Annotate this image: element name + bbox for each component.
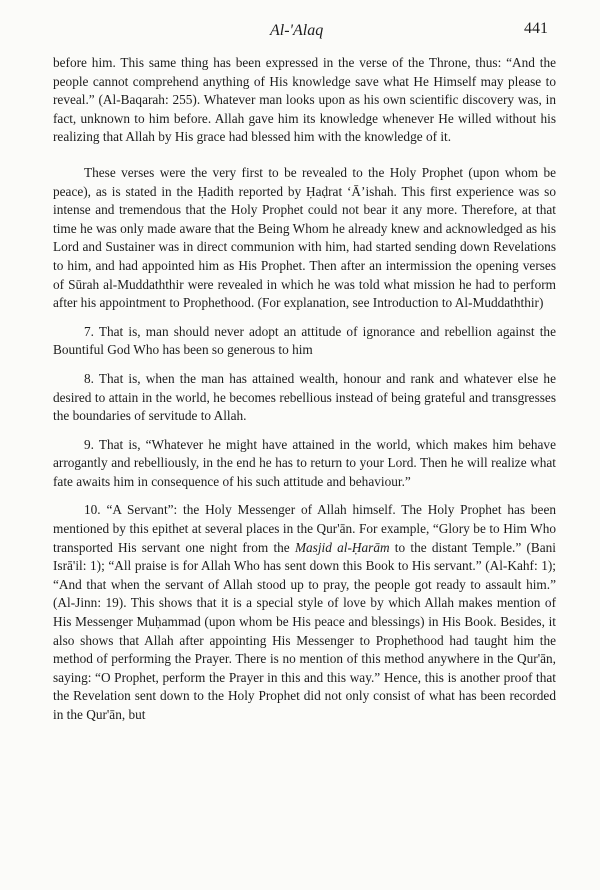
paragraph-revelation: These verses were the very first to be revealed to the Holy Prophet (upon whom be peace), as is stated in the Ḥadith reported by Ḥaḍrat ‘Ā’ishah. This first experience was so intense and tremendous that the Holy Prophet could not bear it any more. Therefore, at that time he was only made aware that the Being Whom he already knew and acknowledged as his Lord and Sustainer was in direct communion with him, had started sending down Revelations to him, and had appointed him as His Prophet. Then after an intermission the opening verses of Sūrah al-Muddaththir were revealed in which he was told what mission he had to perform after his appointment to Prophethood. (For explanation, see Introduction to Al-Muddaththir) bbox=[53, 164, 556, 311]
note-9: 9. That is, “Whatever he might have attained in the world, which makes him behave arrogantly and rebelliously, in the end he has to return to your Lord. Then he will realize what fate awaits him in consequence of his such attitude and behaviour.” bbox=[53, 436, 556, 489]
note-10 bbox=[53, 501, 556, 724]
note-10-text-b: to the distant Temple.” (Bani Isrā'il: 1); “All praise is for Allah Who has sent down this Book to His servant.” (Al-Kahf: 1); “And that when the servant of Allah stood up to pray, the people got ready to assault him.” (Al-Jinn: 19). This shows that it is a special style of love by which Allah makes mention of His Messenger Muḥammad (upon whom be His peace and blessings) in His Book. Besides, it also shows that Allah after appointing His Messenger to Prophethood had taught him the method of performing the Prayer. There is no mention of this method anywhere in the Qur'ān, saying: “O Prophet, perform the Prayer in this and this way.” Hence, this is another proof that the Revelation sent down to the Holy Prophet did not only consist of what has been recorded in the Qur'ān, but bbox=[53, 539, 556, 722]
paragraph-continued: before him. This same thing has been expressed in the verse of the Throne, thus: “And the people cannot comprehend anything of His knowledge save what He Himself may please to reveal.” (Al-Baqarah: 255). Whatever man looks upon as his own scientific discovery was, in fact, unknown to him before. Allah gave him its knowledge whenever He willed without his realizing that Allah by His grace had blessed him with the knowledge of it. bbox=[53, 55, 556, 145]
note-10-italic-term: Masjid al-Ḥarām bbox=[294, 539, 390, 555]
note-10-text-a: 10. “A Servant”: the Holy Messenger of Allah himself. The Holy Prophet has been mentioned by this epithet at several places in the Qur'ān. For example, “Glory be to Him Who transported His servant one night from the bbox=[53, 502, 556, 555]
page-body bbox=[53, 54, 556, 725]
page-number: 441 bbox=[524, 20, 548, 37]
running-title: Al-'Alaq bbox=[270, 22, 324, 39]
note-8: 8. That is, when the man has attained wealth, honour and rank and whatever else he desired to attain in the world, he becomes rebellious instead of being grateful and transgresses the boundaries of servitude to Allah. bbox=[53, 370, 556, 424]
note-7: 7. That is, man should never adopt an attitude of ignorance and rebellion against the Bountiful God Who has been so generous to him bbox=[53, 323, 556, 358]
page-header bbox=[0, 20, 600, 44]
